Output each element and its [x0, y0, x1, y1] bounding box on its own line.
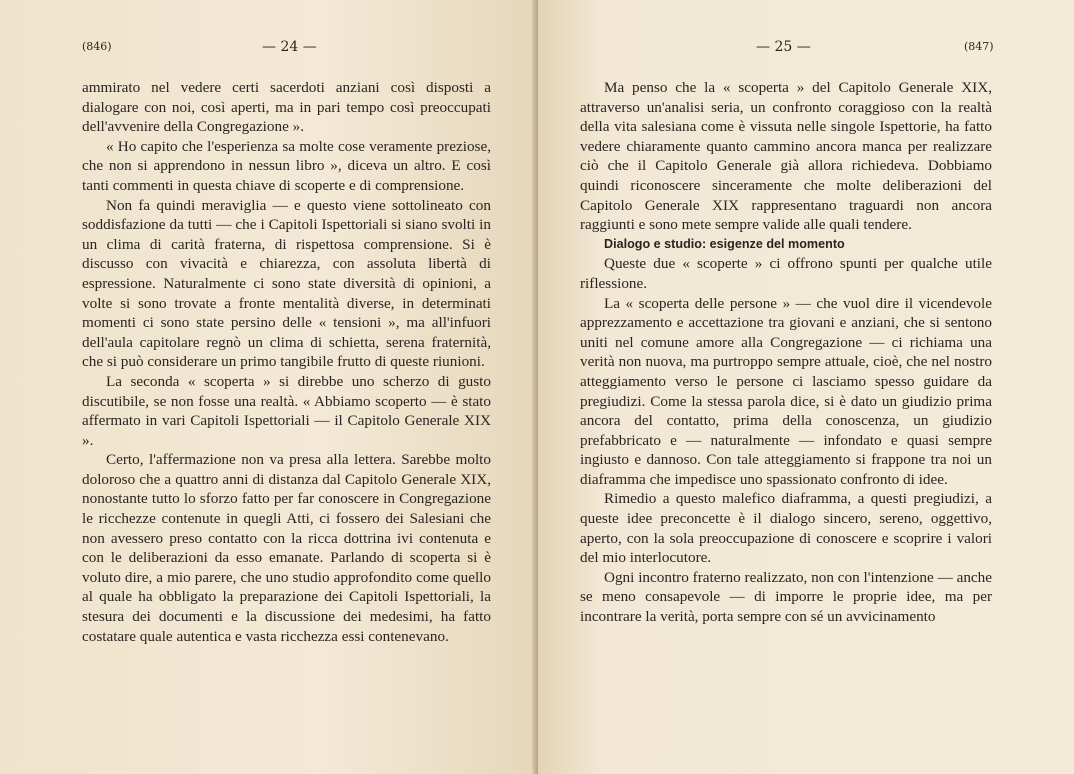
body-text: [82, 78, 491, 646]
paragraph: La « scoperta delle persone » — che vuol dire il vicendevole apprezzamento e accettazione tra giovani e anziani, che si sentono uniti nel comune amore alla Congregazione — ci richiama una verità non nuova, ma purtroppo sempre attuale, cioè, che nel nostro atteggiamento verso le persone ci lasciamo spesso guidare da pregiudizi. Come la stessa parola dice, si è dato un giudizio prima ancora del contatto, prima della conoscenza, un giudizio prefabbricato e — naturalmente — infondato e quasi sempre ingiusto e dannoso. Con tale atteggiamento si frappone tra noi un diaframma che impedisce uno spassionato confronto di idee.: [580, 294, 992, 488]
archive-number: (846): [82, 40, 112, 53]
right-page: [538, 0, 1074, 774]
paragraph: Rimedio a questo malefico diaframma, a questi pregiudizi, a queste idee preconcette è il dialogo sincero, sereno, oggettivo, aperto, con la sola preoccupazione di conoscere e scoprire i valori del mio interlocutore.: [580, 490, 992, 567]
body-text: [580, 78, 992, 627]
page-number: — 24 —: [262, 39, 317, 55]
section-heading: Dialogo e studio: esigenze del momento: [604, 236, 845, 251]
paragraph: « Ho capito che l'esperienza sa molte cose veramente preziose, che non si apprendono in nessun libro », diceva un altro. E così tanti commenti in questa chiave di scoperte e di comprensione.: [82, 137, 491, 194]
page-number: — 25 —: [756, 39, 811, 55]
paragraph: Ogni incontro fraterno realizzato, non con l'intenzione — anche se meno consapevole — di imporre le proprie idee, ma per incontrare la verità, porta sempre con sé un avvicinamento: [580, 568, 992, 626]
paragraph: Ma penso che la « scoperta » del Capitolo Generale XIX, attraverso un'analisi seria, un confronto coraggioso con la realtà della vita salesiana come è vissuta nelle singole Ispettorie, ha fatto vedere chiaramente quanto cammino ancora manca per realizzare ciò che il Capitolo Generale già allora richiedeva. Dobbiamo quindi riconoscere sinceramente che molte deliberazioni del Capitolo Generale XIX rappresentano traguardi non ancora raggiunti e sono mete sempre valide alle quali tendere.: [580, 79, 992, 234]
paragraph: Certo, l'affermazione non va presa alla lettera. Sarebbe molto doloroso che a quattro anni di distanza dal Capitolo Generale XIX, nonostante tutto lo sforzo fatto per far conoscere in Congregazione le ricchezze contenute in quegli Atti, ci fossero dei Salesiani che non avessero preso contatto con la ricca dottrina ivi contenuta e con le deliberazioni da esso emanate. Parlando di scoperta si è voluto dire, a mio parere, che uno studio approfondito come quello al quale ha obbligato la preparazione dei Capitoli Ispettoriali, la stesura dei documenti e la discussione dei medesimi, ha fatto costatare quale autentica e vasta ricchezza essi contenevano.: [82, 451, 491, 645]
paragraph: La seconda « scoperta » si direbbe uno scherzo di gusto discutibile, se non fosse una realtà. « Abbiamo scoperto — è stato affermato in vari Capitoli Ispettoriali — il Capitolo Generale XIX ».: [82, 372, 491, 449]
paragraph: Non fa quindi meraviglia — e questo viene sottolineato con soddisfazione da tutti — che i Capitoli Ispettoriali si siano svolti in un clima di carità fraterna, di rispettosa comprensione. Si è discusso con vivacità e chiarezza, con assoluta libertà di espressione. Naturalmente ci sono state diversità di opinioni, a volte si sono trovate a fronte mentalità diverse, in determinati momenti ci sono state persino delle « tensioni », ma all'infuori dell'aula capitolare regnò un clima di schietta, serena fraternità, che si può considerare un primo tangibile frutto di queste riunioni.: [82, 196, 491, 371]
archive-number: (847): [964, 40, 994, 53]
paragraph: Queste due « scoperte » ci offrono spunti per qualche utile riflessione.: [580, 255, 992, 292]
paragraph: ammirato nel vedere certi sacerdoti anziani così disposti a dialogare con noi, così aperti, ma in pari tempo così preoccupati dell'avvenire della Congregazione ».: [82, 79, 491, 136]
